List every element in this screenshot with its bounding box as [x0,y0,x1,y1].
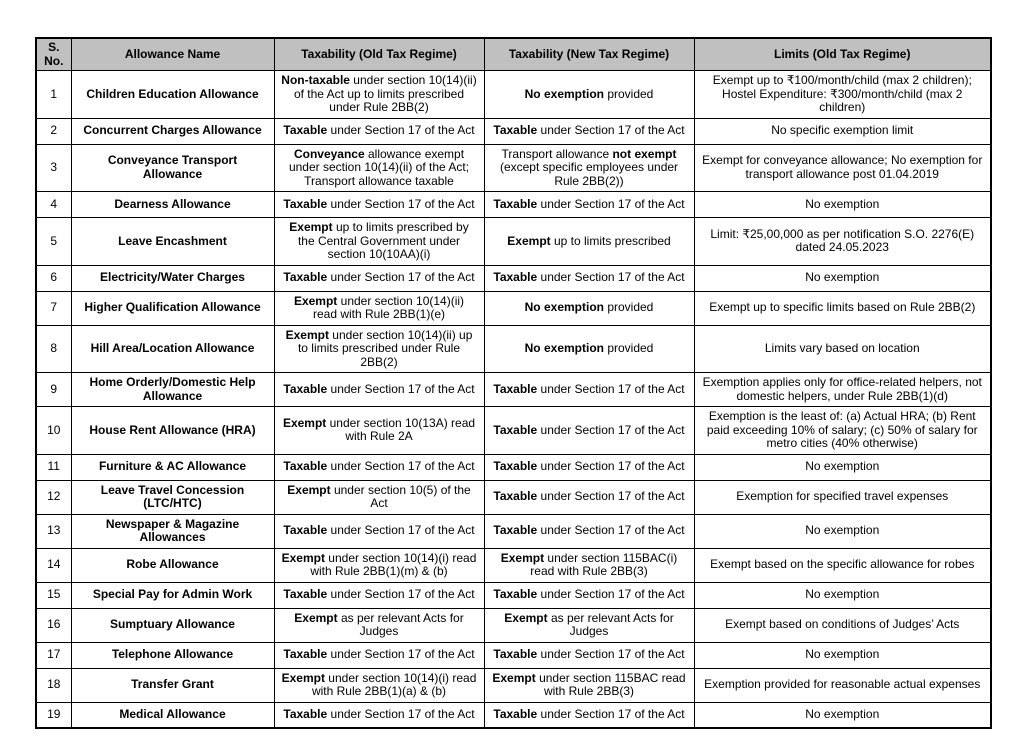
sno-cell: 14 [36,548,71,582]
table-row [36,407,991,455]
table-row [36,71,991,119]
allowance-name-cell: Higher Qualification Allowance [71,291,274,325]
taxability-old-cell: Taxable under Section 17 of the Act [274,642,484,668]
taxability-old-cell: Taxable under Section 17 of the Act [274,192,484,218]
header-limits-old: Limits (Old Tax Regime) [694,38,991,71]
taxability-new-cell: No exemption provided [484,325,694,373]
allowance-name-cell: Home Orderly/Domestic Help Allowance [71,373,274,407]
table-row [36,642,991,668]
allowance-name-cell: Electricity/Water Charges [71,265,274,291]
limits-cell: No specific exemption limit [694,118,991,144]
sno-cell: 9 [36,373,71,407]
taxability-new-cell: Transport allowance not exempt (except specific employees under Rule 2BB(2)) [484,144,694,192]
limits-cell: No exemption [694,642,991,668]
sno-cell: 17 [36,642,71,668]
sno-cell: 2 [36,118,71,144]
limits-cell: Exempt based on conditions of Judges’ Acts [694,608,991,642]
sno-cell: 3 [36,144,71,192]
table-header [36,38,991,71]
limits-cell: No exemption [694,265,991,291]
taxability-new-cell: Taxable under Section 17 of the Act [484,582,694,608]
limits-cell: Exempt up to ₹100/month/child (max 2 children); Hostel Expenditure: ₹300/month/child (max 2 children) [694,71,991,119]
allowance-name-cell: Telephone Allowance [71,642,274,668]
taxability-new-cell: Taxable under Section 17 of the Act [484,642,694,668]
limits-cell: Exemption provided for reasonable actual expenses [694,668,991,702]
taxability-old-cell: Non-taxable under section 10(14)(ii) of the Act up to limits prescribed under Rule 2BB(2) [274,71,484,119]
allowance-name-cell: Hill Area/Location Allowance [71,325,274,373]
taxability-new-cell: Taxable under Section 17 of the Act [484,454,694,480]
taxability-old-cell: Taxable under Section 17 of the Act [274,265,484,291]
table-row [36,265,991,291]
taxability-old-cell: Exempt as per relevant Acts for Judges [274,608,484,642]
sno-cell: 8 [36,325,71,373]
limits-cell: No exemption [694,582,991,608]
allowance-name-cell: Leave Encashment [71,218,274,266]
allowance-tax-table [35,37,992,729]
header-sno: S. No. [36,38,71,71]
taxability-old-cell: Taxable under Section 17 of the Act [274,582,484,608]
taxability-new-cell: Exempt as per relevant Acts for Judges [484,608,694,642]
taxability-old-cell: Taxable under Section 17 of the Act [274,514,484,548]
header-taxability-old: Taxability (Old Tax Regime) [274,38,484,71]
limits-cell: Exemption applies only for office-related helpers, not domestic helpers, under Rule 2BB(1)(d) [694,373,991,407]
table-row [36,291,991,325]
table-row [36,582,991,608]
limits-cell: No exemption [694,702,991,728]
sno-cell: 5 [36,218,71,266]
table-row [36,608,991,642]
sno-cell: 6 [36,265,71,291]
sno-cell: 15 [36,582,71,608]
taxability-new-cell: Taxable under Section 17 of the Act [484,265,694,291]
table-row [36,192,991,218]
taxability-new-cell: Exempt up to limits prescribed [484,218,694,266]
sno-cell: 16 [36,608,71,642]
allowance-table-body [36,71,991,729]
limits-cell: No exemption [694,454,991,480]
allowance-name-cell: Medical Allowance [71,702,274,728]
table-row [36,454,991,480]
allowance-name-cell: Special Pay for Admin Work [71,582,274,608]
taxability-old-cell: Exempt under section 10(5) of the Act [274,480,484,514]
limits-cell: Exemption for specified travel expenses [694,480,991,514]
table-row [36,668,991,702]
allowance-name-cell: Robe Allowance [71,548,274,582]
sno-cell: 11 [36,454,71,480]
limits-cell: Exempt based on the specific allowance for robes [694,548,991,582]
sno-cell: 19 [36,702,71,728]
taxability-new-cell: Exempt under section 115BAC(i) read with Rule 2BB(3) [484,548,694,582]
taxability-new-cell: Exempt under section 115BAC read with Rule 2BB(3) [484,668,694,702]
taxability-new-cell: No exemption provided [484,71,694,119]
header-row [36,38,991,71]
taxability-old-cell: Exempt under section 10(14)(i) read with Rule 2BB(1)(a) & (b) [274,668,484,702]
table-row [36,514,991,548]
table-row [36,118,991,144]
limits-cell: Exempt for conveyance allowance; No exemption for transport allowance post 01.04.2019 [694,144,991,192]
taxability-new-cell: Taxable under Section 17 of the Act [484,407,694,455]
table-row [36,325,991,373]
taxability-old-cell: Exempt under section 10(14)(ii) read with Rule 2BB(1)(e) [274,291,484,325]
limits-cell: No exemption [694,192,991,218]
sno-cell: 18 [36,668,71,702]
allowance-name-cell: Transfer Grant [71,668,274,702]
table-row [36,480,991,514]
taxability-old-cell: Exempt up to limits prescribed by the Central Government under section 10(10AA)(i) [274,218,484,266]
taxability-old-cell: Taxable under Section 17 of the Act [274,702,484,728]
table-row [36,218,991,266]
taxability-old-cell: Taxable under Section 17 of the Act [274,454,484,480]
sno-cell: 10 [36,407,71,455]
taxability-old-cell: Taxable under Section 17 of the Act [274,118,484,144]
table-row [36,144,991,192]
sno-cell: 1 [36,71,71,119]
limits-cell: No exemption [694,514,991,548]
taxability-new-cell: Taxable under Section 17 of the Act [484,480,694,514]
allowance-name-cell: Furniture & AC Allowance [71,454,274,480]
taxability-new-cell: Taxable under Section 17 of the Act [484,702,694,728]
limits-cell: Limit: ₹25,00,000 as per notification S.O. 2276(E) dated 24.05.2023 [694,218,991,266]
sno-cell: 13 [36,514,71,548]
taxability-old-cell: Exempt under section 10(13A) read with Rule 2A [274,407,484,455]
taxability-new-cell: Taxable under Section 17 of the Act [484,514,694,548]
limits-cell: Limits vary based on location [694,325,991,373]
sno-cell: 7 [36,291,71,325]
taxability-old-cell: Taxable under Section 17 of the Act [274,373,484,407]
sno-cell: 12 [36,480,71,514]
taxability-old-cell: Exempt under section 10(14)(i) read with Rule 2BB(1)(m) & (b) [274,548,484,582]
allowance-name-cell: Sumptuary Allowance [71,608,274,642]
limits-cell: Exemption is the least of: (a) Actual HRA; (b) Rent paid exceeding 10% of salary; (c) 50% of salary for metro cities (40% otherwise) [694,407,991,455]
sno-cell: 4 [36,192,71,218]
header-taxability-new: Taxability (New Tax Regime) [484,38,694,71]
allowance-name-cell: Dearness Allowance [71,192,274,218]
table-row [36,373,991,407]
allowance-name-cell: Leave Travel Concession (LTC/HTC) [71,480,274,514]
header-allowance-name: Allowance Name [71,38,274,71]
allowance-table-container [35,37,992,729]
taxability-new-cell: Taxable under Section 17 of the Act [484,118,694,144]
taxability-new-cell: Taxable under Section 17 of the Act [484,192,694,218]
allowance-name-cell: Conveyance Transport Allowance [71,144,274,192]
taxability-new-cell: Taxable under Section 17 of the Act [484,373,694,407]
taxability-new-cell: No exemption provided [484,291,694,325]
allowance-name-cell: Children Education Allowance [71,71,274,119]
taxability-old-cell: Conveyance allowance exempt under section 10(14)(ii) of the Act; Transport allowance taxable [274,144,484,192]
allowance-name-cell: House Rent Allowance (HRA) [71,407,274,455]
table-row [36,702,991,728]
allowance-name-cell: Concurrent Charges Allowance [71,118,274,144]
table-row [36,548,991,582]
allowance-name-cell: Newspaper & Magazine Allowances [71,514,274,548]
taxability-old-cell: Exempt under section 10(14)(ii) up to limits prescribed under Rule 2BB(2) [274,325,484,373]
limits-cell: Exempt up to specific limits based on Rule 2BB(2) [694,291,991,325]
